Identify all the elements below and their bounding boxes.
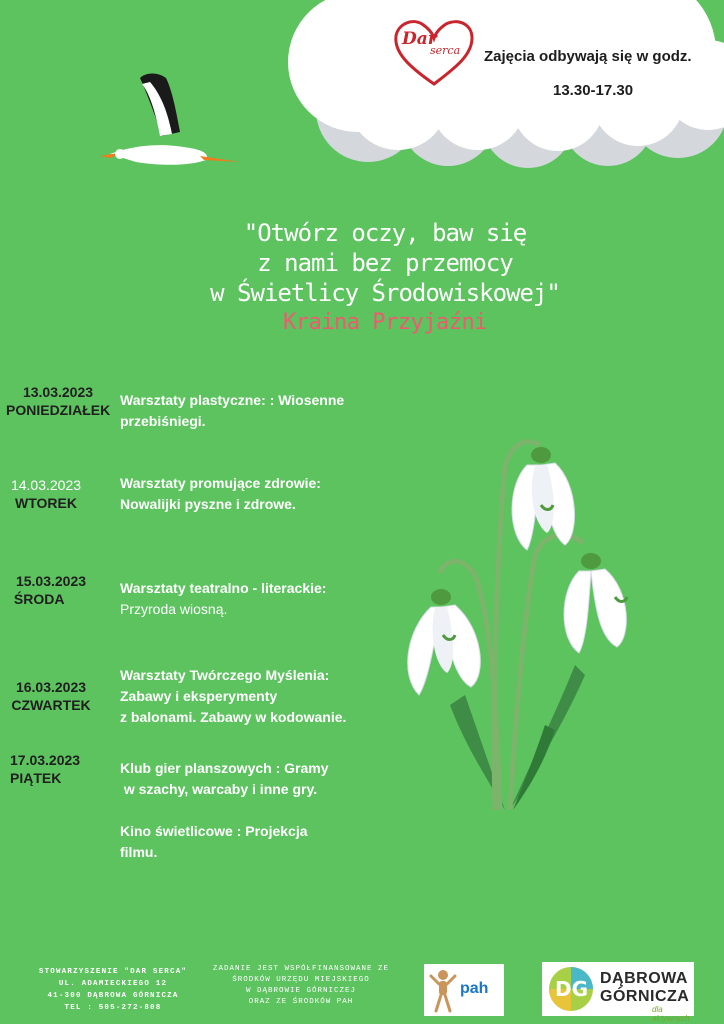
schedule-day-4: CZWARTEK (11, 697, 91, 713)
dabrowa-gornicza-logo (542, 962, 694, 1023)
dg-emblem-icon (546, 964, 596, 1014)
dg-tagline: dla aktywnych (652, 1005, 690, 1023)
schedule-day-2: WTOREK (15, 495, 77, 511)
schedule-day-3: ŚRODA (10, 591, 65, 607)
motto-line-2: z nami bez przemocy (257, 249, 513, 277)
schedule-day-1: PONIEDZIAŁEK (6, 402, 111, 418)
dar-serca-logo (388, 14, 480, 90)
pah-logo-text: pah (460, 980, 489, 997)
organization-address: STOWARZYSZENIE "DAR SERCA" UL. ADAMIECKIEGO 12 41-300 DĄBROWA GÓRNICZA TEL : 505-272-808 (38, 968, 188, 1012)
motto-text (200, 218, 570, 308)
schedule-date-2: 14.03.2023 WTOREK (10, 477, 82, 511)
motto-line-1: "Otwórz oczy, baw się (243, 219, 527, 247)
funding-note: ZADANIE JEST WSPÓŁFINANSOWANE ZE ŚRODKÓW URZĘDU MIEJSKIEGO W DĄBROWIE GÓRNICZEJ ORAZ ZE ŚRODKÓW PAH (212, 965, 390, 1006)
pah-logo (424, 964, 504, 1016)
motto-line-3: w Świetlicy Środowiskowej" (210, 279, 560, 307)
schedule-desc-5: Klub gier planszowych : Gramy w szachy, warcaby i inne gry. Kino świetlicowe : Projekcja filmu. (120, 760, 329, 860)
schedule-day-5: PIĄTEK (10, 770, 62, 786)
motto-subtitle: Kraina Przyjaźni (283, 310, 487, 335)
cloud-illustration (278, 0, 724, 170)
schedule-date-4: 16.03.2023 CZWARTEK (11, 679, 91, 713)
schedule-desc-2: Warsztaty promujące zdrowie: Nowalijki pyszne i zdrowe. (120, 475, 321, 512)
schedule-desc-1: Warsztaty plastyczne: : Wiosenne przebiśniegi. (120, 392, 345, 429)
schedule-date-5: 17.03.2023 PIĄTEK (10, 751, 92, 787)
wooden-figure-icon (428, 968, 458, 1014)
snowdrop-flower-illustration (395, 425, 660, 815)
dg-name-line1: DĄBROWA (600, 970, 688, 987)
svg-text:DG: DG (555, 977, 589, 1001)
logo-word-serca: serca (430, 44, 461, 57)
schedule-desc-3: Warsztaty teatralno - literackie: Przyroda wiosną. (120, 580, 327, 617)
heart-icon (388, 14, 480, 90)
hours-value: 13.30-17.30 (553, 82, 634, 99)
dg-name-line2: GÓRNICZA (600, 988, 690, 1005)
schedule-desc-4: Warsztaty Twórczego Myślenia: Zabawy i eksperymenty z balonami. Zabawy w kodowanie. (120, 667, 347, 725)
hours-label: Zajęcia odbywają się w godz. (484, 48, 692, 65)
schedule-date-3: 15.03.2023 ŚRODA (10, 572, 92, 608)
logo-word-dar: Dar (402, 29, 437, 49)
stork-illustration (80, 70, 245, 170)
schedule-date-1: 13.03.2023 PONIEDZIAŁEK (6, 384, 111, 418)
